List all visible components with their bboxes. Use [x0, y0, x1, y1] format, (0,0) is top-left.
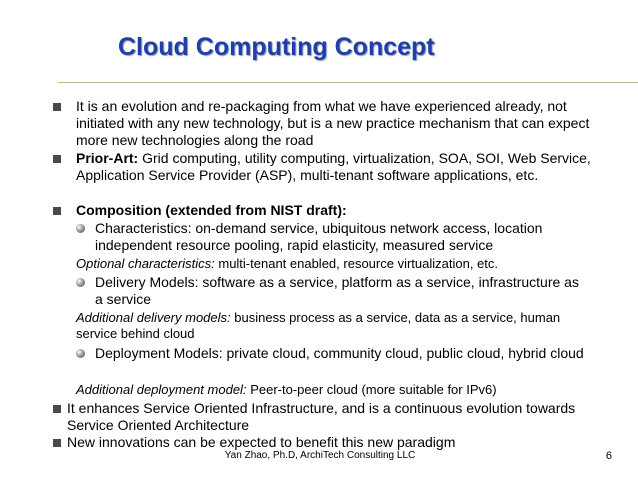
- sphere-bullet-icon: [76, 349, 85, 358]
- bullet-prior-art-text: Grid computing, utility computing, virtualization, SOA, SOI, Web Service, Application Service Provider (ASP), multi-tenant software applications, etc.: [76, 150, 591, 183]
- bullet-prior-art-label: Prior-Art:: [76, 150, 139, 166]
- slide-footer: [0, 450, 638, 466]
- title-block: [0, 0, 638, 88]
- note-additional-delivery-models-label: Additional delivery models:: [76, 310, 231, 325]
- title-divider: [58, 82, 638, 83]
- bullet-evolution-text: It is an evolution and re-packaging from what we have experienced already, not initiated with any new technology, but is a new practice mechanism that can expect more new technologies along the road: [76, 98, 590, 148]
- note-optional-characteristics-label: Optional characteristics:: [76, 256, 215, 271]
- note-additional-delivery-models-text: business process as a service, data as a service, human service behind cloud: [76, 310, 561, 341]
- sub-bullet-deployment-models: [95, 345, 585, 362]
- square-bullet-icon: [53, 103, 61, 111]
- square-bullet-icon: [53, 155, 61, 163]
- note-optional-characteristics: [76, 256, 596, 272]
- bullet-evolution: [76, 98, 596, 149]
- square-bullet-icon: [53, 207, 61, 215]
- note-additional-deployment-model-text: Peer-to-peer cloud (more suitable for IPv6): [250, 382, 497, 397]
- bullet-new-innovations-text: New innovations can be expected to benefit this new paradigm: [67, 434, 456, 450]
- sub-bullet-characteristics-text: Characteristics: on-demand service, ubiquitous network access, location independent resource pooling, rapid elasticity, measured service: [95, 220, 543, 253]
- slide-title: Cloud Computing Concept: [118, 33, 435, 61]
- note-optional-characteristics-text: multi-tenant enabled, resource virtualization, etc.: [218, 256, 499, 271]
- sub-bullet-delivery-models: [95, 274, 585, 308]
- bullet-service-oriented-text: It enhances Service Oriented Infrastructure, and is a continuous evolution towards Service Oriented Architecture: [67, 400, 576, 433]
- footer-credit: Yan Zhao, Ph.D, ArchiTech Consulting LLC: [224, 450, 416, 461]
- square-bullet-icon: [53, 439, 61, 447]
- bullet-composition-label: Composition (extended from NIST draft):: [76, 202, 347, 218]
- bullet-prior-art: [76, 150, 596, 184]
- sphere-bullet-icon: [76, 224, 85, 233]
- note-additional-delivery-models: [76, 310, 596, 342]
- sub-bullet-delivery-models-text: Delivery Models: software as a service, platform as a service, infrastructure as a service: [95, 274, 579, 307]
- sphere-bullet-icon: [76, 278, 85, 287]
- square-bullet-icon: [53, 405, 61, 413]
- page-number: 6: [605, 450, 612, 462]
- bullet-new-innovations: [67, 434, 597, 451]
- note-additional-deployment-model-label: Additional deployment model:: [76, 382, 247, 397]
- note-additional-deployment-model: [76, 382, 596, 398]
- sub-bullet-deployment-models-text: Deployment Models: private cloud, community cloud, public cloud, hybrid cloud: [95, 345, 584, 361]
- bullet-service-oriented: [67, 400, 597, 434]
- bullet-composition: [76, 202, 596, 219]
- sub-bullet-characteristics: [95, 220, 585, 254]
